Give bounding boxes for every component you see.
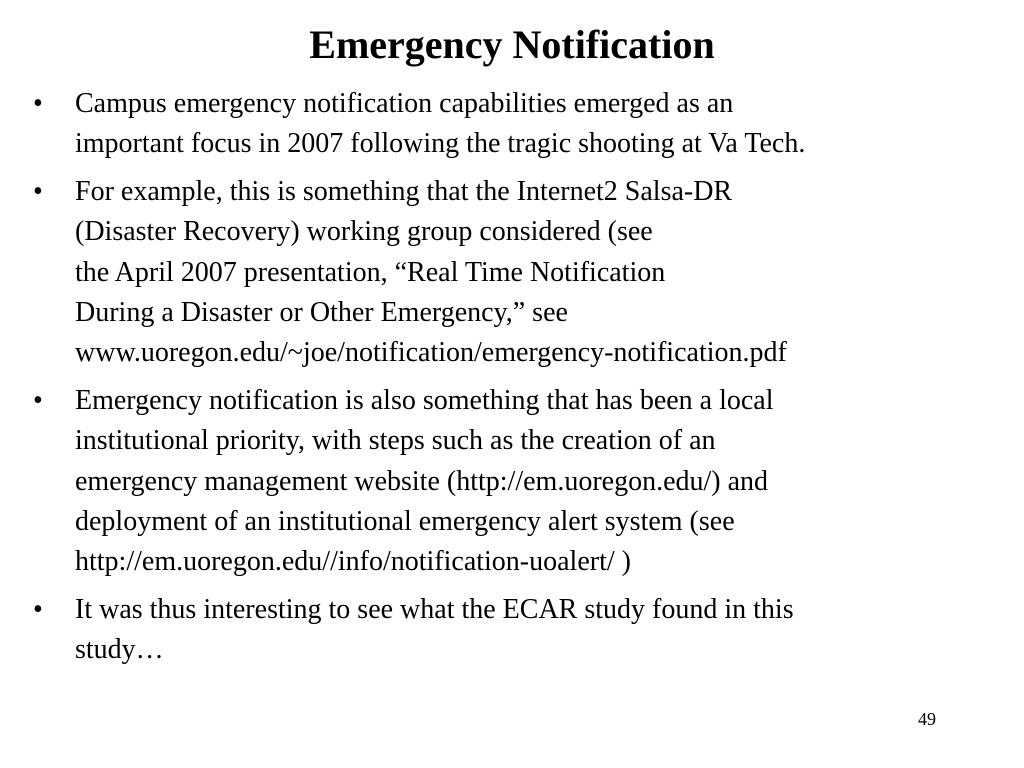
bullet-text-line: (Disaster Recovery) working group considered (see [75, 216, 653, 248]
bullet-text-line: http://em.uoregon.edu//info/notification-uoalert/ ) [75, 546, 631, 578]
bullet-text-line: www.uoregon.edu/~joe/notification/emergency-notification.pdf [75, 337, 787, 369]
bullet-item [0, 84, 1024, 165]
bullet-text-line: emergency management website (http://em.uoregon.edu/) and [75, 465, 769, 497]
slide-title: Emergency Notification [309, 22, 715, 67]
bullet-text-line: deployment of an institutional emergency alert system (see [75, 506, 735, 538]
bullet-text-line: It was thus interesting to see what the ECAR study found in this [75, 593, 794, 625]
bullet-item [0, 381, 1024, 583]
bullet-text-line: For example, this is something that the Internet2 Salsa-DR [75, 175, 733, 207]
bullet-text-line: institutional priority, with steps such as the creation of an [75, 425, 716, 457]
bullet-marker-icon: • [33, 593, 43, 625]
bullet-marker-icon: • [33, 384, 43, 416]
bullet-text-line: During a Disaster or Other Emergency,” see [75, 297, 568, 329]
bullet-marker-icon: • [33, 88, 43, 119]
bullet-text-line: the April 2007 presentation, “Real Time Notification [75, 256, 666, 288]
bullet-marker-icon: • [33, 175, 43, 207]
bullet-text-line: Emergency notification is also something that has been a local [75, 384, 774, 416]
page-number: 49 [918, 709, 936, 729]
bullet-item [0, 590, 1024, 671]
bullet-text-line: important focus in 2007 following the tragic shooting at Va Tech. [75, 128, 806, 160]
bullet-item [0, 172, 1024, 374]
bullet-list [0, 84, 1024, 678]
bullet-text-line: Campus emergency notification capabilities emerged as an [75, 88, 734, 119]
bullet-text-line: study… [75, 634, 164, 666]
